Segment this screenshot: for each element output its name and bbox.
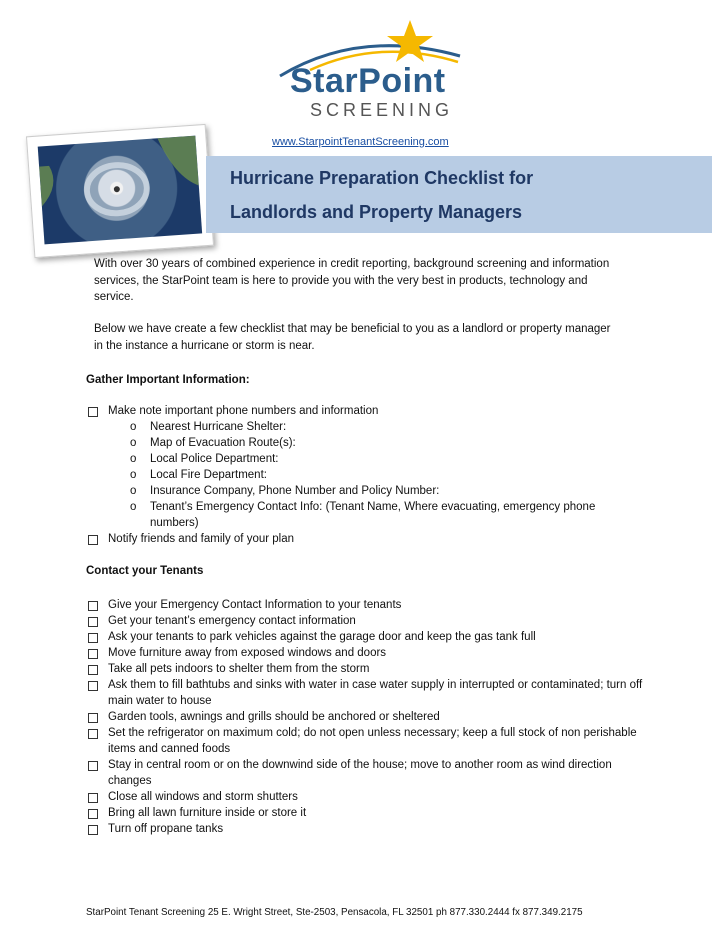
checklist-item [86, 757, 656, 789]
website-link[interactable]: www.StarpointTenantScreening.com [272, 136, 449, 148]
page-footer: StarPoint Tenant Screening 25 E. Wright Street, Ste-2503, Pensacola, FL 32501 ph 877.330.2444 fx 877.349.2175 [86, 907, 583, 918]
sub-item-label: Insurance Company, Phone Number and Policy Number: [150, 485, 440, 497]
checklist-item [86, 645, 656, 661]
checklist-item [86, 709, 656, 725]
page-title-line1: Hurricane Preparation Checklist for [230, 168, 534, 188]
contact-heading: Contact your Tenants [86, 565, 204, 577]
checkbox[interactable] [88, 681, 98, 691]
checklist-item [86, 403, 656, 419]
checklist-item [86, 629, 656, 645]
checkbox[interactable] [88, 535, 98, 545]
sub-item-label: Local Fire Department: [150, 469, 267, 481]
page-title-line2: Landlords and Property Managers [230, 202, 523, 222]
checkbox[interactable] [88, 713, 98, 723]
checklist-item [86, 613, 656, 629]
checklist-item-label: Take all pets indoors to shelter them from the storm [108, 663, 370, 675]
checkbox[interactable] [88, 617, 98, 627]
hurricane-satellite-image [38, 136, 202, 245]
checkbox[interactable] [88, 793, 98, 803]
sub-item [86, 451, 656, 467]
checklist-item-label: Garden tools, awnings and grills should be anchored or sheltered [108, 711, 440, 723]
sub-item [86, 483, 656, 499]
sub-item-label: Map of Evacuation Route(s): [150, 437, 296, 449]
bullet-icon: o [130, 421, 137, 433]
checklist-item [86, 597, 656, 613]
intro-paragraph: With over 30 years of combined experience in credit reporting, background screening and information services, the StarPoint team is here to provide you with the very best in products, technology and service. [94, 258, 610, 303]
checklist-item [86, 805, 656, 821]
bullet-icon: o [130, 469, 137, 481]
checklist-item-label: Ask them to fill bathtubs and sinks with water in case water supply in interrupted or contaminated; turn off main water to house [108, 679, 643, 707]
checklist-item [86, 661, 656, 677]
checklist-item-label: Bring all lawn furniture inside or store it [108, 807, 307, 819]
bullet-icon: o [130, 437, 137, 449]
checklist-item-label: Set the refrigerator on maximum cold; do not open unless necessary; keep a full stock of non perishable items and canned foods [108, 727, 637, 755]
checkbox[interactable] [88, 649, 98, 659]
checklist-item-label: Get your tenant’s emergency contact information [108, 615, 356, 627]
checklist-item-label: Close all windows and storm shutters [108, 791, 298, 803]
checkbox[interactable] [88, 633, 98, 643]
hurricane-photo-frame [26, 124, 214, 258]
logo-subtitle: SCREENING [310, 100, 454, 120]
checklist-item [86, 677, 656, 709]
checklist-item-label: Make note important phone numbers and information [108, 405, 379, 417]
checklist-item-label: Turn off propane tanks [108, 823, 224, 835]
checklist-item-label: Move furniture away from exposed windows and doors [108, 647, 387, 659]
checkbox[interactable] [88, 825, 98, 835]
checkbox[interactable] [88, 809, 98, 819]
sub-item [86, 419, 656, 435]
checkbox[interactable] [88, 761, 98, 771]
intro-paragraph-2: Below we have create a few checklist that may be beneficial to you as a landlord or property manager in the instance a hurricane or storm is near. [94, 323, 611, 352]
gather-checklist [86, 403, 656, 547]
checkbox[interactable] [88, 601, 98, 611]
contact-checklist [86, 597, 656, 837]
sub-item-label: Nearest Hurricane Shelter: [150, 421, 287, 433]
checklist-item [86, 789, 656, 805]
logo-title: StarPoint [290, 62, 446, 100]
checklist-item-label: Ask your tenants to park vehicles against the garage door and keep the gas tank full [108, 631, 536, 643]
sub-item-label: Local Police Department: [150, 453, 279, 465]
checklist-item-label: Stay in central room or on the downwind side of the house; move to another room as wind direction changes [108, 759, 612, 787]
sub-item [86, 499, 620, 531]
checklist-item [86, 821, 656, 837]
sub-item [86, 467, 656, 483]
checkbox[interactable] [88, 729, 98, 739]
checkbox[interactable] [88, 665, 98, 675]
bullet-icon: o [130, 485, 137, 497]
bullet-icon: o [130, 501, 137, 513]
bullet-icon: o [130, 453, 137, 465]
gather-heading: Gather Important Information: [86, 374, 250, 386]
checklist-item [86, 725, 656, 757]
sub-item-label: Tenant’s Emergency Contact Info: (Tenant Name, Where evacuating, emergency phone numbers) [150, 501, 596, 529]
checklist-item-label: Give your Emergency Contact Information to your tenants [108, 599, 402, 611]
checkbox[interactable] [88, 407, 98, 417]
sub-item [86, 435, 656, 451]
checklist-item [86, 531, 656, 547]
checklist-item-label: Notify friends and family of your plan [108, 533, 295, 545]
